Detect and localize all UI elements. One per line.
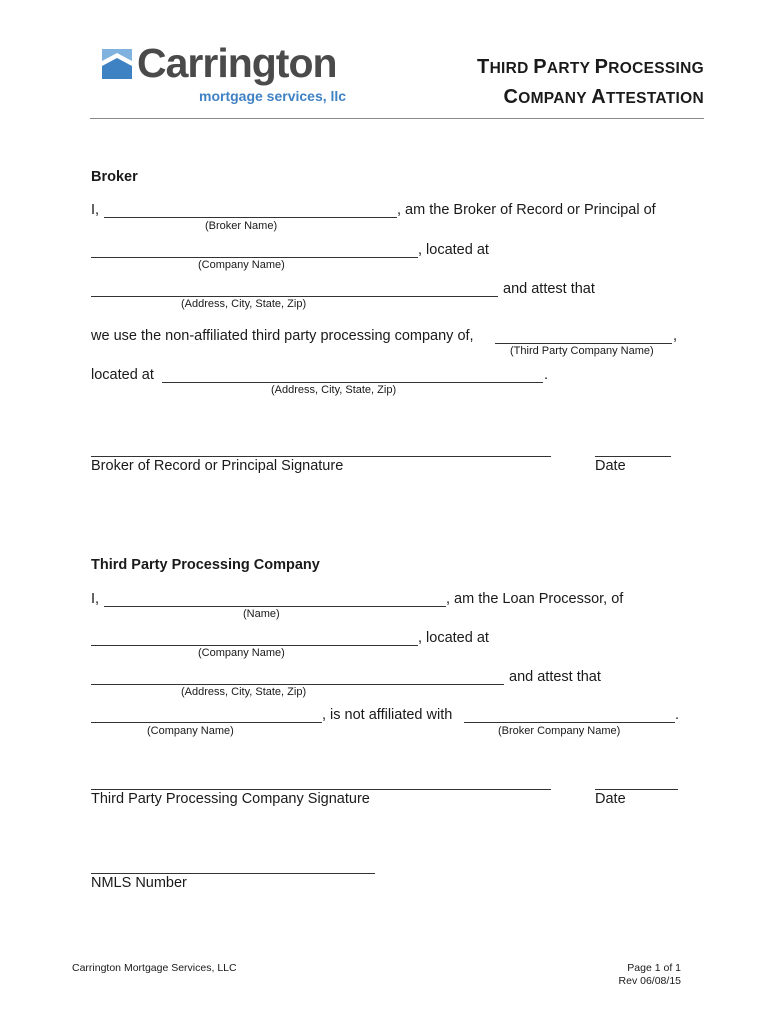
footer-company: Carrington Mortgage Services, LLC: [72, 962, 237, 974]
broker-date-label: Date: [595, 458, 626, 474]
broker-date-field[interactable]: [595, 456, 671, 457]
broker-address-field[interactable]: [91, 296, 498, 297]
logo-subtitle: mortgage services, llc: [199, 88, 347, 104]
broker-company-name-field[interactable]: [91, 257, 418, 258]
tpp-company-name-field-2[interactable]: [91, 722, 322, 723]
broker-line4-prefix: we use the non-affiliated third party processing company of,: [91, 328, 474, 344]
broker-address-caption: (Address, City, State, Zip): [181, 298, 307, 310]
broker-name-caption: (Broker Name): [205, 220, 278, 232]
third-party-company-name-caption: (Third Party Company Name): [510, 345, 654, 357]
broker-heading: Broker: [91, 169, 138, 185]
broker-line5-suffix: .: [544, 367, 549, 383]
footer-page-number: Page 1 of 1: [627, 962, 681, 974]
broker-company-name-caption: (Company Name): [198, 259, 285, 271]
tpp-company-name-caption: (Company Name): [198, 647, 285, 659]
logo-wordmark: Carrington: [137, 40, 337, 86]
broker-name-field[interactable]: [104, 217, 397, 218]
tpp-line3-suffix: and attest that: [509, 669, 601, 685]
third-party-company-name-field[interactable]: [495, 343, 672, 344]
footer-revision: Rev 06/08/15: [618, 975, 681, 987]
processor-name-field[interactable]: [104, 606, 446, 607]
broker-line2-suffix: , located at: [418, 242, 489, 258]
processor-name-caption: (Name): [243, 608, 280, 620]
tpp-heading: Third Party Processing Company: [91, 557, 320, 573]
broker-line4-suffix: ,: [673, 328, 678, 344]
tpp-line1-prefix: I,: [91, 591, 100, 607]
tpp-address-caption: (Address, City, State, Zip): [181, 686, 307, 698]
tpp-line4-mid: , is not affiliated with: [322, 707, 453, 723]
broker-line5-prefix: located at: [91, 367, 154, 383]
nmls-number-label: NMLS Number: [91, 875, 187, 891]
carrington-logo-icon: [102, 49, 132, 79]
tpp-company-name-caption-2: (Company Name): [147, 725, 234, 737]
broker-line3-suffix: and attest that: [503, 281, 595, 297]
document-title-line-1: THIRD PARTY PROCESSING: [477, 56, 704, 78]
tpp-line2-suffix: , located at: [418, 630, 489, 646]
tpp-line4-suffix: .: [675, 707, 680, 723]
nmls-number-field[interactable]: [91, 873, 375, 874]
document-title-line-2: COMPANY ATTESTATION: [503, 86, 704, 108]
broker-line1-suffix: , am the Broker of Record or Principal of: [397, 202, 656, 218]
third-party-address-caption: (Address, City, State, Zip): [271, 384, 397, 396]
header-divider: [90, 118, 704, 119]
tpp-address-field[interactable]: [91, 684, 504, 685]
tpp-line1-suffix: , am the Loan Processor, of: [446, 591, 624, 607]
tpp-date-label: Date: [595, 791, 626, 807]
tpp-signature-label: Third Party Processing Company Signature: [91, 791, 370, 807]
tpp-date-field[interactable]: [595, 789, 678, 790]
broker-company-name-field[interactable]: [464, 722, 675, 723]
broker-company-name-caption: (Broker Company Name): [498, 725, 621, 737]
tpp-company-name-field[interactable]: [91, 645, 418, 646]
broker-line1-prefix: I,: [91, 202, 100, 218]
third-party-address-field[interactable]: [162, 382, 543, 383]
broker-signature-field[interactable]: [91, 456, 551, 457]
tpp-signature-field[interactable]: [91, 789, 551, 790]
broker-signature-label: Broker of Record or Principal Signature: [91, 458, 344, 474]
